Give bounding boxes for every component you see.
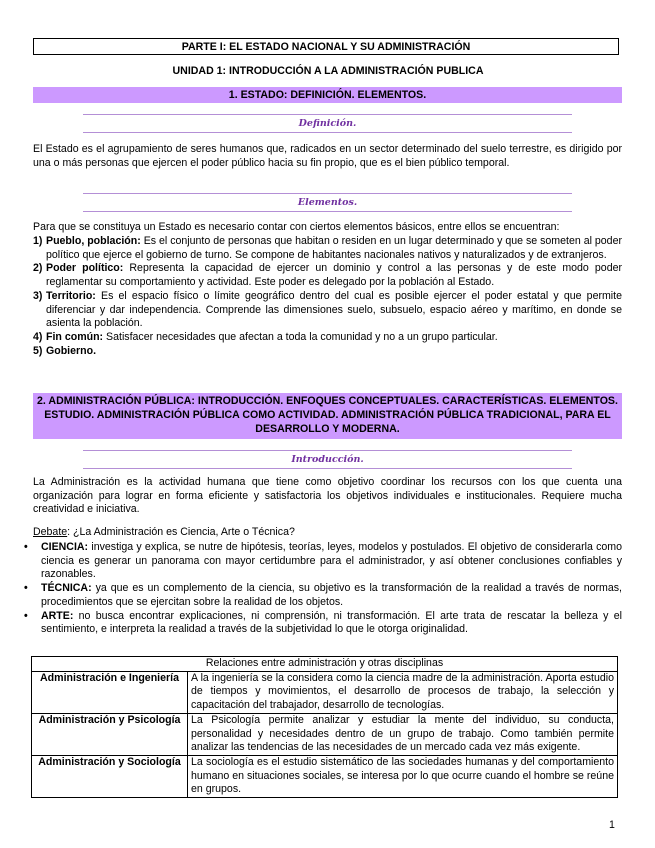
table-key: Administración y Psicología (32, 713, 188, 755)
list-item: • CIENCIA: investiga y explica, se nutre de hipótesis, teorías, leyes, modelos y postulados. El objetivo de considerarla como ciencia es generar un panorama con mayor certidumbre para el administrador, y así obtener conclusiones confiables y razonables. (24, 541, 622, 581)
table-key: Administración e Ingeniería (32, 671, 188, 713)
table-caption-row (32, 657, 618, 672)
element-text: Es el espacio físico o límite geográfico dentro del cual es posible ejercer el poder estatal y que permite diferenciar y dar independencia. Comprende las dimensiones suelo, subsuelo, espacio aéreo y marítimo, en donde se asienta la población. (46, 289, 622, 330)
bullet-text: ya que es un complemento de la ciencia, su objetivo es la transformación de la realidad a través de normas, procedimientos que se ejercitan sobre la realidad de los objetos. (41, 582, 622, 608)
table-row (32, 713, 618, 755)
element-text: Representa la capacidad de ejercer un dominio y control a las personas y de este modo poder reglamentar su comportamiento y actividad. Este poder es delegado por la población al Estado. (46, 262, 623, 289)
bullet-term: TÉCNICA: (41, 582, 92, 595)
list-item: 1) Pueblo, población: Es el conjunto de personas que habitan o residen en un lugar determinado y que se someten al poder político que ejerce el gobierno de turno. Se compone de habitantes nacionales nativos y naturalizados y de extranjeros. (33, 235, 622, 261)
table-key: Administración y Sociología (32, 755, 188, 797)
table-value: La Psicología permite analizar y estudiar la mente del individuo, su conducta, personalidad y necesidades dentro de un grupo de trabajo. Como también permite analizar las tendencias de las necesidades de un mercado cada vez más exigente. (188, 713, 618, 755)
element-text: Es el conjunto de personas que habitan o residen en un lugar determinado y que se someten al poder político que ejerce el gobierno de turno. Se compone de habitantes nacionales nativos y naturalizados y de extranjeros. (46, 235, 622, 261)
unit-title: UNIDAD 1: INTRODUCCIÓN A LA ADMINISTRACIÓN PUBLICA (172, 65, 484, 77)
element-term: Poder político: (46, 262, 124, 275)
element-term: Fin común: (46, 330, 104, 343)
section1-title: 1. ESTADO: DEFINICIÓN. ELEMENTOS. (33, 87, 622, 103)
debate-bullets (24, 541, 622, 637)
part-title: PARTE I: EL ESTADO NACIONAL Y SU ADMINISTRACIÓN (33, 38, 619, 55)
definition-heading: Definición. (83, 114, 572, 133)
elements-heading: Elementos. (83, 193, 572, 212)
table-value: La sociología es el estudio sistemático de las sociedades humanas y del comportamiento humano en situaciones sociales, se interesa por lo que ocurre cuando el hombre se reúne en grupos. (188, 755, 618, 797)
list-item: 3) Territorio: Es el espacio físico o límite geográfico dentro del cual es posible ejercer el poder estatal y que permite diferenciar y dar independencia. Comprende las dimensiones suelo, subsuelo, espacio aéreo y marítimo, en donde se asienta la población. (33, 289, 622, 330)
bullet-term: ARTE: (41, 609, 74, 622)
list-item: • ARTE: no busca encontrar explicaciones, ni comprensión, ni transformación. El arte trata de rescatar la belleza y el sentimiento, e interpreta la realidad a través de la subjetividad lo que le otorga originalidad. (24, 609, 622, 636)
relations-table (31, 656, 618, 798)
definition-text: El Estado es el agrupamiento de seres humanos que, radicados en un sector determinado del suelo terrestre, es dirigido por una o más personas que ejercen el poder público hacia su fin propio, que es el bien público temporal. (33, 143, 622, 169)
element-term: Pueblo, población: (46, 235, 141, 247)
list-item: • TÉCNICA: ya que es un complemento de la ciencia, su objetivo es la transformación de la realidad a través de normas, procedimientos que se ejercitan sobre la realidad de los objetos. (24, 582, 622, 608)
page-number: 1 (609, 819, 615, 831)
bullet-term: CIENCIA: (41, 541, 89, 553)
elements-intro: Para que se constituya un Estado es necesario contar con ciertos elementos básicos, entre ellos se encuentran: (33, 221, 560, 233)
table-row (32, 671, 618, 713)
intro-text: La Administración es la actividad humana que tiene como objetivo coordinar los recursos con los que cuenta una organización para lograr en forma eficiente y satisfactoria los objetivos individuales e institucionales. Requiere mucha creatividad e iniciativa. (33, 476, 622, 516)
bullet-text: investiga y explica, se nutre de hipótesis, teorías, leyes, modelos y postulados. El objetivo de considerarla como ciencia es generar un panorama con mayor certidumbre para el administrador, y así obtener conclusiones confiables y razonables. (41, 541, 622, 581)
table-row (32, 755, 618, 797)
list-item: 4) Fin común: Satisfacer necesidades que afectan a toda la comunidad y no a un grupo particular. (33, 330, 498, 343)
element-term: Territorio: (46, 289, 96, 302)
table-caption: Relaciones entre administración y otras disciplinas (32, 657, 618, 672)
element-text: Satisfacer necesidades que afectan a toda la comunidad y no a un grupo particular. (103, 330, 498, 343)
list-item: 5) Gobierno. (33, 344, 97, 357)
element-term: Gobierno. (46, 344, 97, 357)
intro-heading: Introducción. (83, 450, 572, 469)
debate-label: Debate (33, 526, 68, 538)
elements-list (33, 235, 622, 358)
debate-question: : ¿La Administración es Ciencia, Arte o Técnica? (67, 526, 295, 538)
table-value: A la ingeniería se la considera como la ciencia madre de la administración. Aporta estudio de tiempos y movimientos, el desarrollo de procesos de trabajo, la selección y capacitación del trabajador, desarrollo de tecnologías. (188, 671, 618, 713)
list-item: 2) Poder político: Representa la capacidad de ejercer un dominio y control a las personas y de este modo poder reglamentar su comportamiento y actividad. Este poder es delegado por la población al Estado. (33, 262, 623, 289)
debate-line (33, 526, 622, 540)
section2-title: 2. ADMINISTRACIÓN PÚBLICA: INTRODUCCIÓN. ENFOQUES CONCEPTUALES. CARACTERÍSTICAS. ELEMENTOS. ESTUDIO. ADMINISTRACIÓN PÚBLICA COMO ACTIVIDAD. ADMINISTRACIÓN PÚBLICA TRADICIONAL, PARA EL DESARROLLO Y MODERNA. (33, 393, 622, 439)
bullet-text: no busca encontrar explicaciones, ni comprensión, ni transformación. El arte trata de rescatar la belleza y el sentimiento, e interpreta la realidad a través de la subjetividad lo que le otorga originalidad. (41, 609, 622, 636)
